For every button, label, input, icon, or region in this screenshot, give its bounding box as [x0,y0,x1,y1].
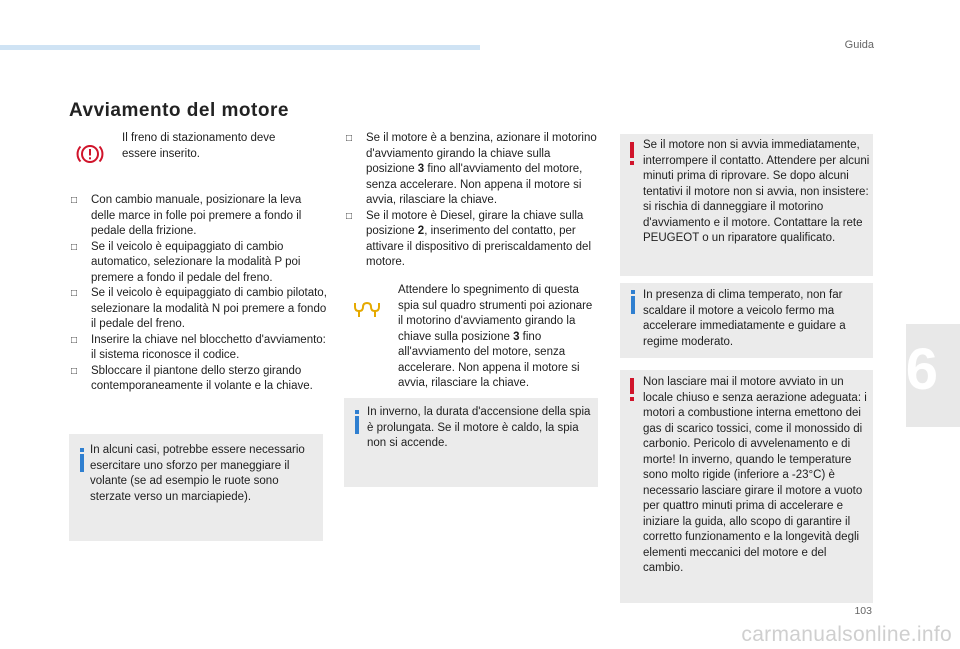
warning-box-no-start [620,134,873,276]
list-item: □ Sbloccare il piantone dello sterzo girando contemporaneamente il volante e la chiave. [71,364,313,392]
chapter-number: 6 [905,337,938,402]
list-item: □ Con cambio manuale, posizionare la leva delle marce in folle poi premere a fondo il pedale della frizione. [71,194,302,237]
warning-box-ventilation [620,370,873,603]
warning-text: Se il motore non si avvia immediatamente, interrompere il contatto. Attendere per alcuni minuti prima di riprovare. Se dopo alcuni tentativi il motore non si avvia, non insistere: si rischia di danneggiare il motorino d'avviamento e il motore. Contattare la rete PEUGEOT o un riparatore qualificato. [643,139,870,244]
brake-warning-icon [75,139,105,169]
warning-exclamation-icon [627,378,637,407]
info-box-climate [620,283,873,358]
list-item: □ Inserire la chiave nel blocchetto d'avviamento: il sistema riconosce il codice. [71,333,326,361]
info-icon [627,290,639,319]
page-title: Avviamento del motore [69,100,289,121]
info-text: In inverno, la durata d'accensione della spia è prolungata. Se il motore è caldo, la spia non si accende. [367,406,591,449]
info-text: In presenza di clima temperato, non far scaldare il motore a veicolo fermo ma accelerare immediatamente e guidare a regime moderato. [643,289,846,348]
info-icon [351,410,363,439]
header-bar [0,45,480,50]
list-item: □ Se il motore è Diesel, girare la chiave sulla posizione 2, inserimento del contatto, per attivare il dispositivo di preriscaldamento del motore. [346,209,591,268]
info-box-steering [69,434,323,541]
preheating-glow-plug-icon [353,299,383,319]
brake-warning-text: Il freno di stazionamento deve essere inserito. [122,132,276,160]
section-title: Guida [844,39,874,51]
info-icon [76,448,88,477]
warning-exclamation-icon [627,142,637,171]
list-item: □ Se il veicolo è equipaggiato di cambio automatico, selezionare la modalità P poi premere a fondo il pedale del freno. [71,240,301,284]
list-item: □ Se il motore è a benzina, azionare il motorino d'avviamento girando la chiave sulla posizione 3 fino all'avviamento del motore, senza accelerare. Non appena il motore si avvia, rilasciare la chiave. [346,132,597,206]
info-box-winter [344,398,598,487]
warning-text: Non lasciare mai il motore avviato in un locale chiuso e senza aerazione adeguata: i motori a combustione interna emettono dei gas di scarico tossici, come il monossido di carbonio. Pericolo di avvelenamento e di morte! In inverno, quando le temperature sono molto rigide (inferiore a -23°C) è necessario lasciare girare il motore a vuoto per quattro minuti prima di accelerare e iniziare la guida, allo scopo di garantire il corretto funzionamento e la longevità degli elementi meccanici del motore e del cambio. [643,376,867,574]
engine-type-list [345,131,601,271]
list-item: □ Se il veicolo è equipaggiato di cambio pilotato, selezionare la modalità N poi premere a fondo il pedale del freno. [71,287,327,330]
start-steps-list [70,193,328,395]
watermark: carmanualsonline.info [741,623,952,646]
page-number: 103 [854,605,872,617]
info-text: In alcuni casi, potrebbe essere necessario esercitare uno sforzo per maneggiare il volante (se ad esempio le ruote sono sterzate verso un marciapiede). [90,444,305,503]
glow-plug-text: Attendere lo spegnimento di questa spia sul quadro strumenti poi azionare il motorino d'avviamento girando la chiave sulla posizione 3 fino all'avviamento del motore, senza accelerare. Non appena il motore si avvia, rilasciare la chiave. [398,284,593,389]
